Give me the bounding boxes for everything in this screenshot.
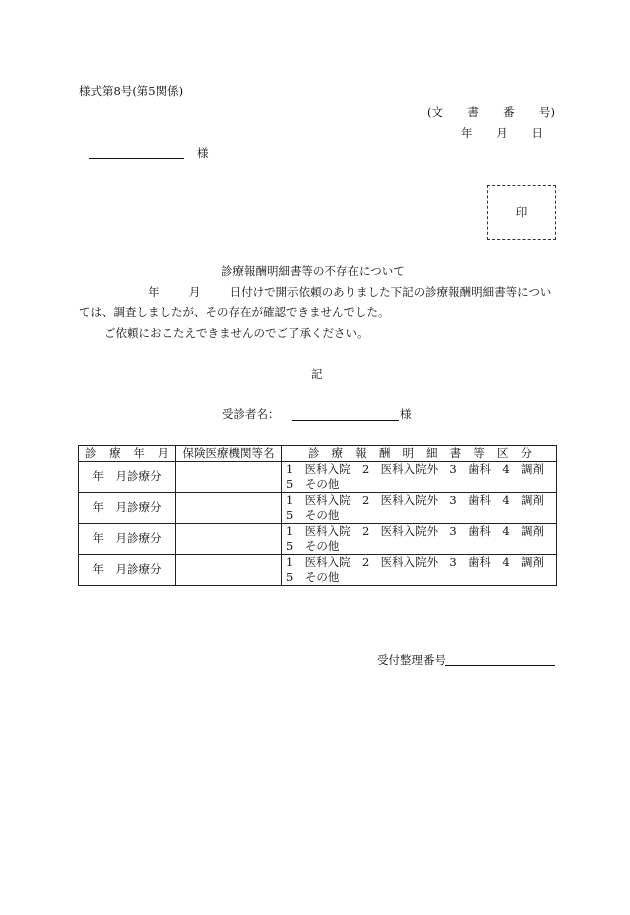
document-title: 診療報酬明細書等の不存在について [221, 264, 405, 278]
doc-number-char: 号) [538, 105, 555, 119]
period-cell: 年 月診療分 [79, 462, 176, 493]
paragraph-1-line-2: ては、調査しましたが、その存在が確認できませんでした。 [79, 305, 390, 319]
header-period: 診 療 年 月 [79, 446, 176, 462]
category-cell: 1 医科入院 2 医科入院外 3 歯科 4 調剤 5 その他 [282, 555, 557, 586]
reception-number-underline [445, 665, 555, 666]
doc-number-char: 書 [467, 105, 479, 119]
table-row [79, 524, 557, 555]
patient-name-underline [292, 420, 399, 421]
ki-heading: 記 [311, 367, 323, 381]
category-cell: 1 医科入院 2 医科入院外 3 歯科 4 調剤 5 その他 [282, 462, 557, 493]
institution-cell [176, 462, 282, 493]
patient-name-label: 受診者名： [222, 407, 280, 421]
patient-name-suffix: 様 [400, 407, 412, 421]
addressee-suffix: 様 [197, 146, 209, 160]
seal-label: 印 [515, 204, 528, 219]
header-category: 診 療 報 酬 明 細 書 等 区 分 [282, 446, 557, 462]
period-cell: 年 月診療分 [79, 493, 176, 524]
paragraph-1-line-1 [148, 287, 578, 299]
para1-rest: 日付けで開示依頼のありました下記の診療報酬明細書等につい [229, 285, 552, 299]
addressee-underline [89, 158, 184, 159]
document-number [427, 107, 555, 119]
para1-year: 年 [148, 285, 160, 299]
table-row [79, 555, 557, 586]
period-cell: 年 月診療分 [79, 524, 176, 555]
reception-number-label: 受付整理番号 [377, 653, 446, 667]
date-year: 年 [461, 126, 473, 140]
table-header-row [79, 446, 557, 462]
paragraph-2: ご依頼におこたえできませんのでご了承ください。 [104, 326, 369, 340]
date-day: 日 [531, 126, 543, 140]
category-cell: 1 医科入院 2 医科入院外 3 歯科 4 調剤 5 その他 [282, 493, 557, 524]
header-institution: 保険医療機関等名 [176, 446, 282, 462]
institution-cell [176, 555, 282, 586]
table-row [79, 462, 557, 493]
doc-number-char: (文 [427, 105, 443, 119]
form-number: 様式第8号(第5関係) [79, 84, 184, 98]
doc-number-char: 番 [503, 105, 515, 119]
category-cell: 1 医科入院 2 医科入院外 3 歯科 4 調剤 5 その他 [282, 524, 557, 555]
para1-month: 月 [188, 285, 201, 299]
date-line [461, 128, 543, 140]
date-month: 月 [496, 126, 508, 140]
institution-cell [176, 524, 282, 555]
detail-table [78, 445, 557, 586]
institution-cell [176, 493, 282, 524]
period-cell: 年 月診療分 [79, 555, 176, 586]
seal-box [487, 185, 556, 240]
table-row [79, 493, 557, 524]
